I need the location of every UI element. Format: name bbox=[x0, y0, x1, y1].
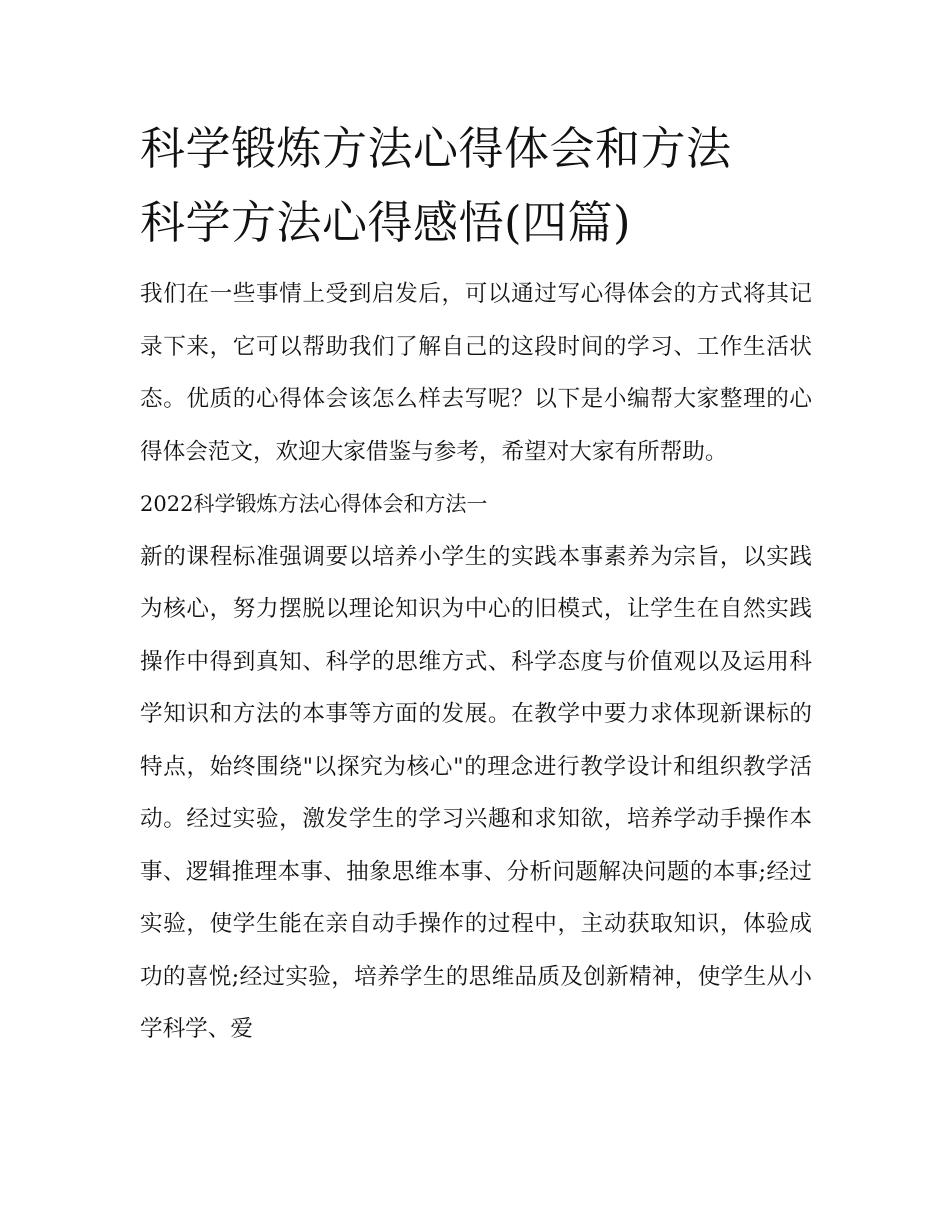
title-line-1: 科学锻炼方法心得体会和方法 bbox=[140, 122, 732, 175]
document-title bbox=[140, 112, 812, 260]
intro-paragraph: 我们在一些事情上受到启发后，可以通过写心得体会的方式将其记录下来，它可以帮助我们了解自己的这段时间的学习、工作生活状态。优质的心得体会该怎么样去写呢？以下是小编帮大家整理的心得体会范文，欢迎大家借鉴与参考，希望对大家有所帮助。 bbox=[140, 281, 812, 465]
document-page bbox=[140, 112, 812, 1056]
title-line-2: 科学方法心得感悟(四篇) bbox=[140, 196, 632, 249]
body-paragraph: 新的课程标准强调要以培养小学生的实践本事素养为宗旨，以实践为核心，努力摆脱以理论知识为中心的旧模式，让学生在自然实践操作中得到真知、科学的思维方式、科学态度与价值观以及运用科学知识和方法的本事等方面的发展。在教学中要力求体现新课标的特点，始终围绕"以探究为核心"的理念进行教学设计和组织教学活动。经过实验，激发学生的学习兴趣和求知欲，培养学动手操作本事、逻辑推理本事、抽象思维本事、分析问题解决问题的本事;经过实验，使学生能在亲自动手操作的过程中，主动获取知识，体验成功的喜悦;经过实验，培养学生的思维品质及创新精神，使学生从小学科学、爱 bbox=[140, 543, 812, 1042]
section-heading: 2022科学锻炼方法心得体会和方法一 bbox=[140, 492, 488, 516]
